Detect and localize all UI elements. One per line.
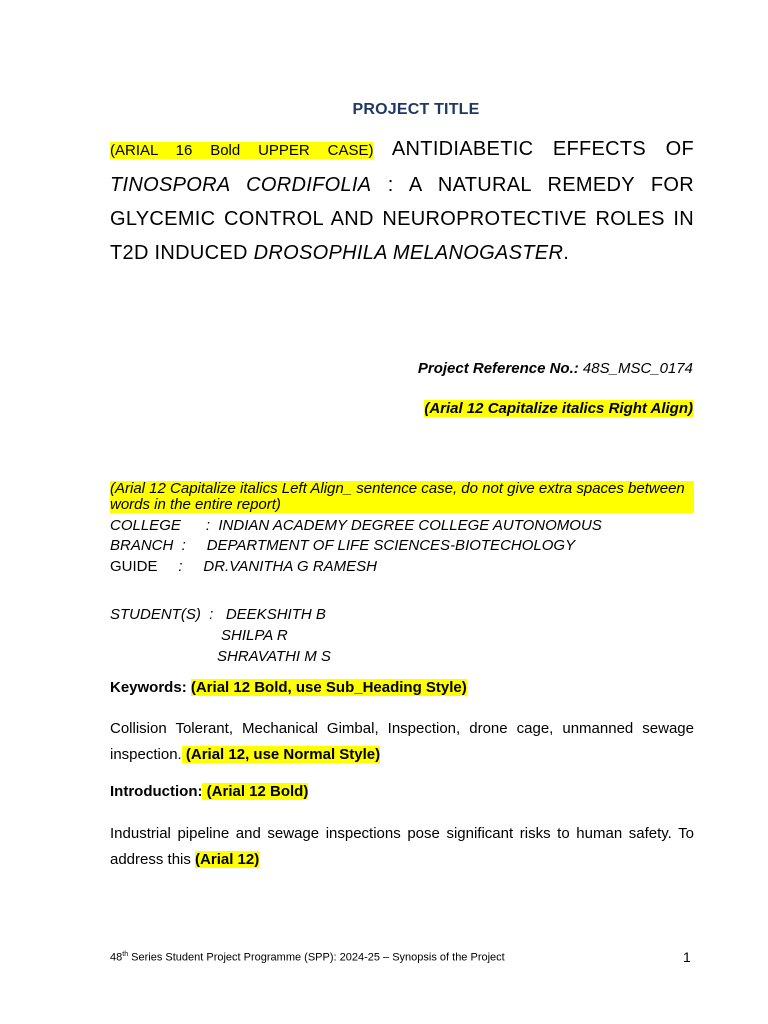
details-format-note: (Arial 12 Capitalize italics Left Align_ sentence case, do not give extra spaces between words in the entire report) bbox=[110, 481, 694, 513]
guide-label: GUIDE bbox=[110, 558, 158, 575]
footer-description: Series Student Project Programme (SPP): 2024-25 – Synopsis of the Project bbox=[128, 951, 505, 964]
title-species-1: TINOSPORA CORDIFOLIA bbox=[110, 174, 372, 196]
college-label: COLLEGE : bbox=[110, 517, 219, 534]
reference-label: Project Reference No.: bbox=[417, 360, 579, 377]
students-label: STUDENT(S) : bbox=[110, 606, 226, 623]
keywords-list: Collision Tolerant, Mechanical Gimbal, Inspection, drone cage, unmanned sewage inspection. bbox=[110, 720, 694, 763]
footer-series-number: 48 bbox=[110, 951, 123, 964]
project-reference bbox=[418, 360, 693, 377]
keywords-label: Keywords: bbox=[110, 679, 191, 696]
project-title-heading: PROJECT TITLE bbox=[352, 101, 480, 118]
guide-value: DR.VANITHA G RAMESH bbox=[203, 558, 377, 575]
footer-series-suffix: th bbox=[122, 951, 129, 958]
page-number: 1 bbox=[683, 949, 691, 965]
student-name: DEEKSHITH B bbox=[225, 606, 326, 623]
project-title-text bbox=[110, 132, 694, 270]
title-part-2: : A NATURAL REMEDY FOR GLYCEMIC CONTROL AND NEUROPROTECTIVE ROLES IN T2D INDUCED bbox=[110, 174, 695, 264]
title-species-2: DROSOPHILA MELANOGASTER bbox=[253, 242, 564, 264]
introduction-label: Introduction: bbox=[110, 783, 203, 800]
introduction-paragraph: Industrial pipeline and sewage inspections pose significant risks to human safety. To address this bbox=[110, 825, 694, 868]
student-name: SHRAVATHI M S bbox=[217, 648, 331, 665]
keywords-heading bbox=[110, 679, 467, 696]
title-format-note: (ARIAL 16 Bold UPPER CASE) bbox=[110, 142, 374, 159]
student-name: SHILPA R bbox=[221, 627, 288, 644]
keywords-format-note: (Arial 12 Bold, use Sub_Heading Style) bbox=[190, 679, 467, 696]
keywords-text-note: (Arial 12, use Normal Style) bbox=[181, 746, 381, 763]
students-line bbox=[110, 606, 326, 623]
guide-line bbox=[110, 558, 377, 575]
introduction-text-note: (Arial 12) bbox=[195, 851, 260, 868]
college-line bbox=[110, 517, 602, 534]
introduction-heading bbox=[110, 783, 308, 800]
reference-format-note: (Arial 12 Capitalize italics Right Align) bbox=[424, 400, 693, 417]
branch-value: DEPARTMENT OF LIFE SCIENCES-BIOTECHOLOGY bbox=[206, 537, 576, 554]
college-value: INDIAN ACADEMY DEGREE COLLEGE AUTONOMOUS bbox=[218, 517, 602, 534]
reference-value: 48S_MSC_0174 bbox=[578, 360, 693, 377]
footer-text bbox=[110, 951, 505, 964]
introduction-text bbox=[110, 821, 694, 873]
title-part-1: ANTIDIABETIC EFFECTS OF bbox=[373, 138, 694, 160]
branch-line bbox=[110, 537, 575, 554]
guide-separator: : bbox=[157, 558, 204, 575]
title-part-3: . bbox=[563, 242, 570, 264]
introduction-format-note: (Arial 12 Bold) bbox=[202, 783, 309, 800]
branch-label: BRANCH : bbox=[110, 537, 207, 554]
keywords-text bbox=[110, 716, 694, 768]
